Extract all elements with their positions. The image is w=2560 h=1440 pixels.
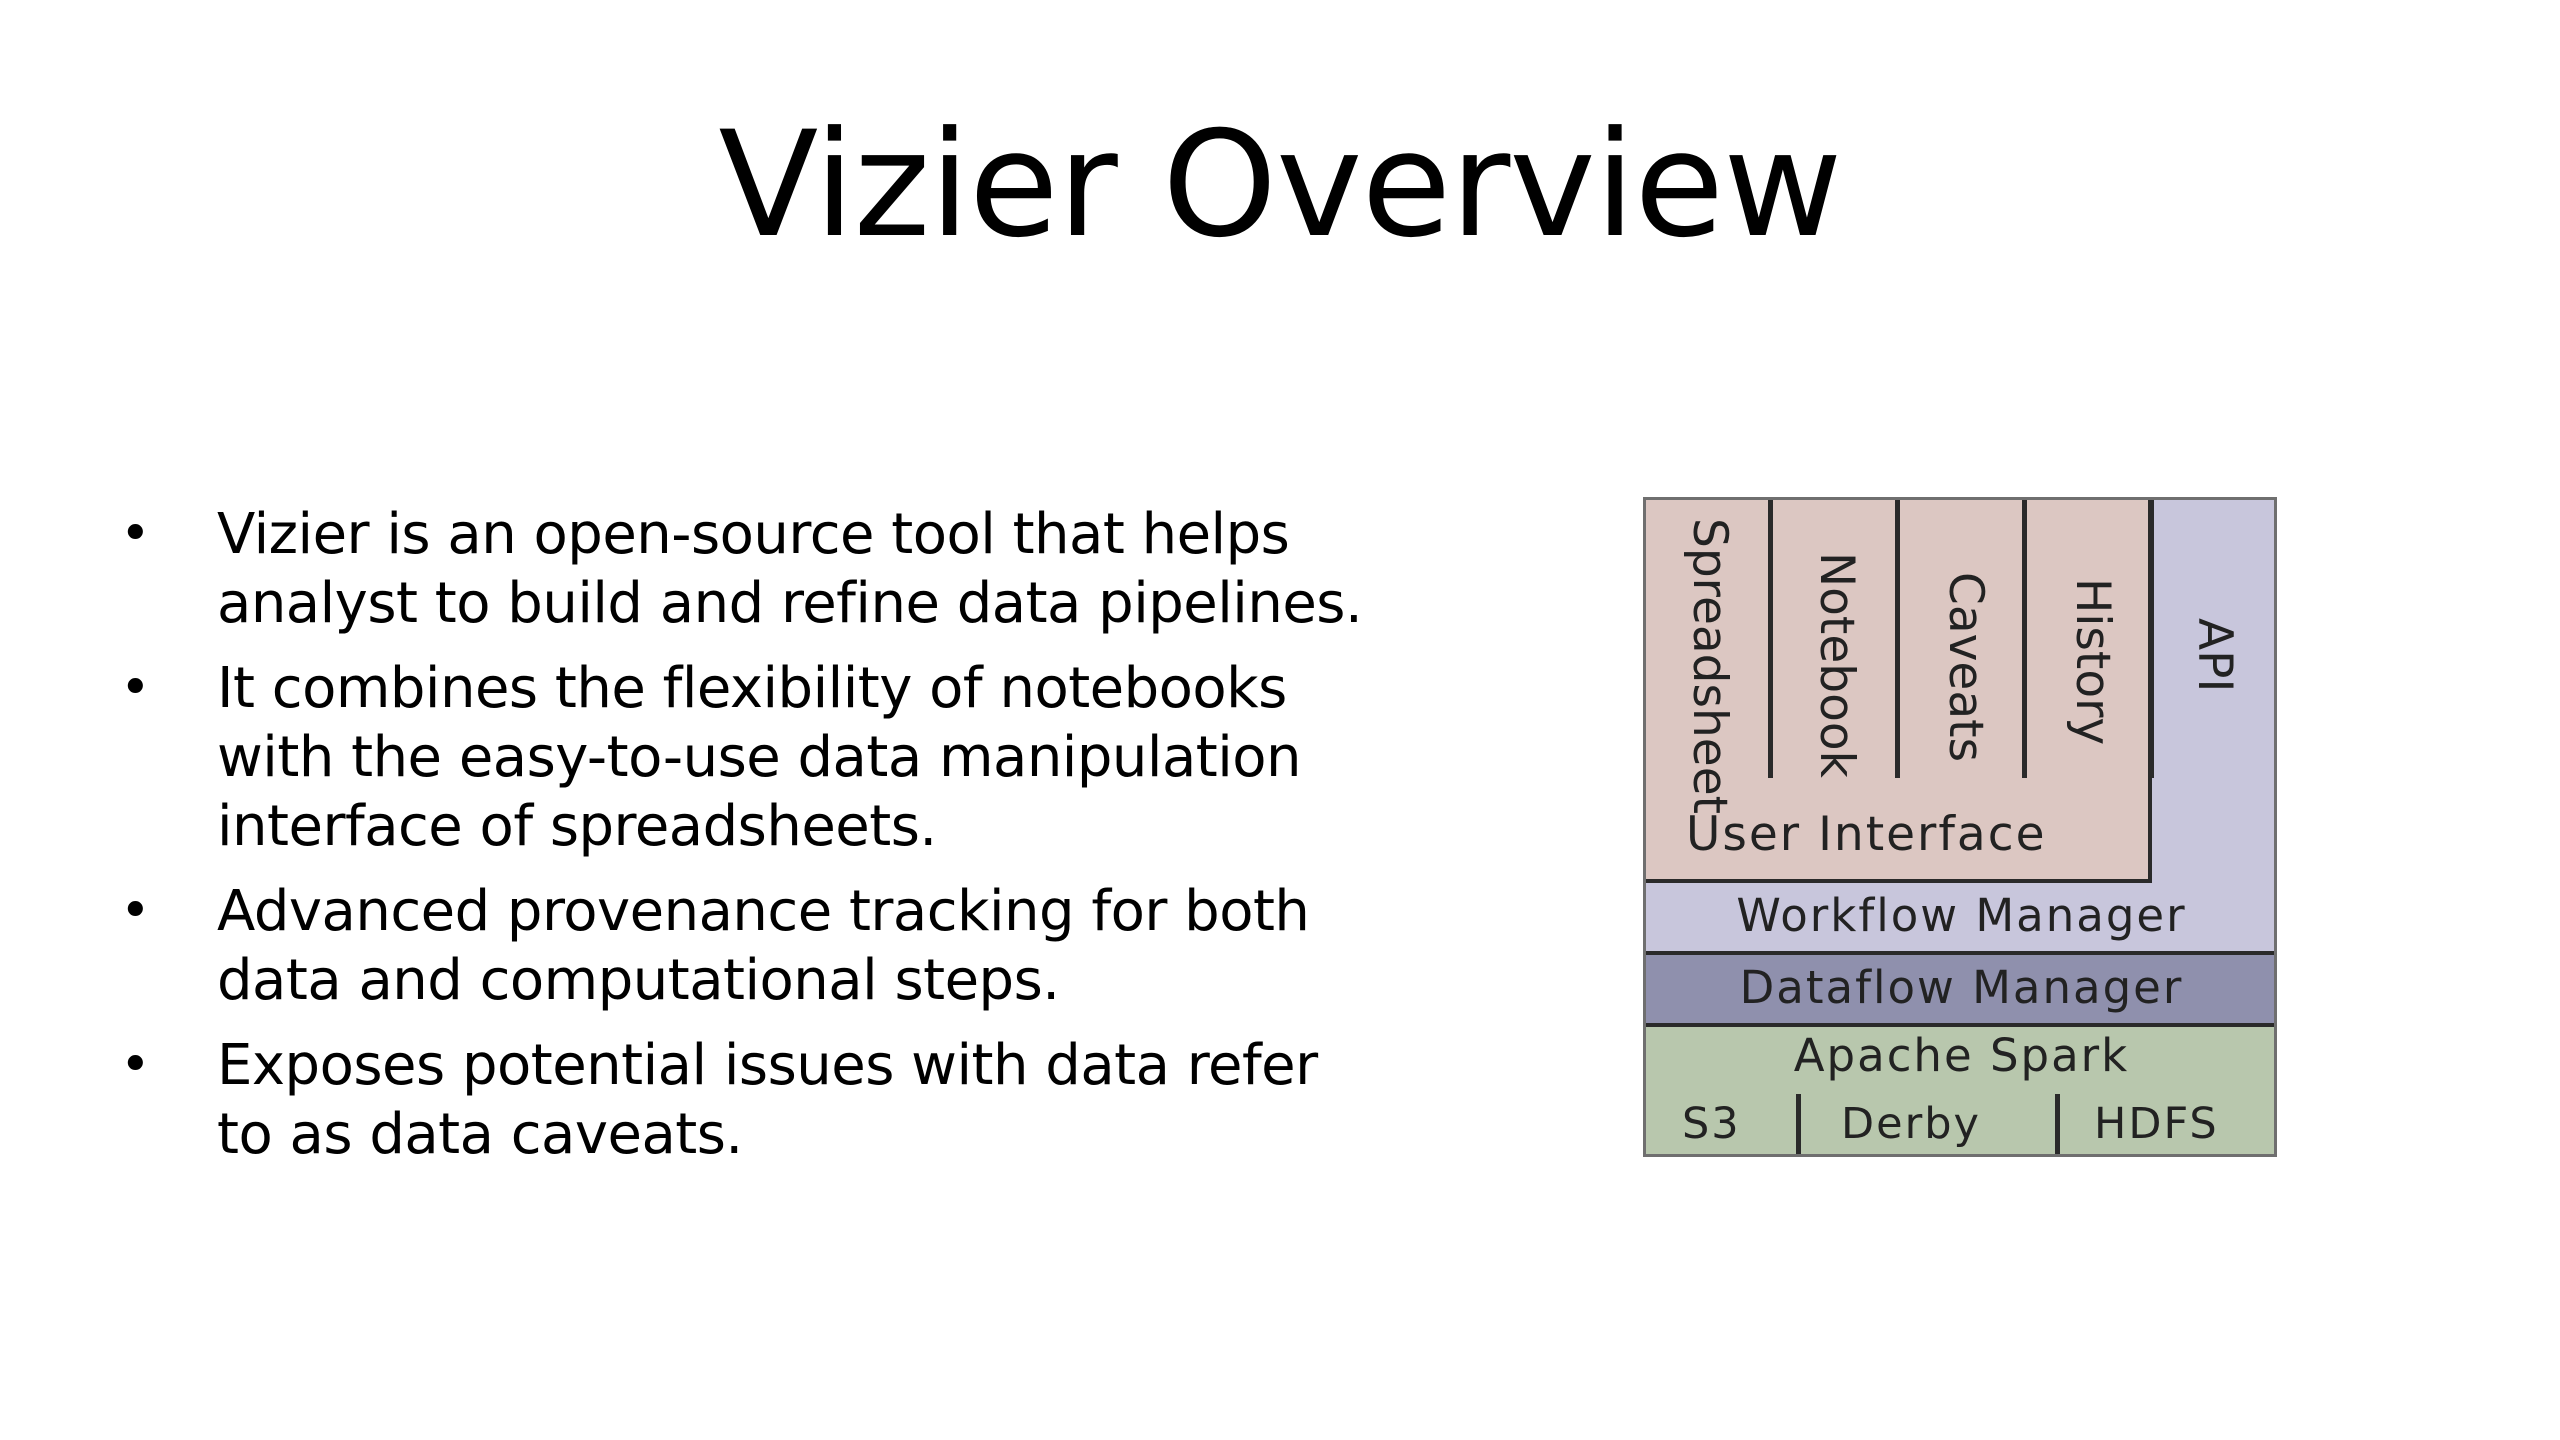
ui-column-history [2027,500,2154,778]
workflow-manager-label: Workflow Manager [1736,889,2187,942]
storage-derby-label: Derby [1841,1099,1981,1149]
bullet-list [110,500,1470,1185]
bullet-line: with the easy-to-use data manipulation [217,725,1302,790]
ui-column-notebook [1773,500,1900,778]
bullet-item [110,1031,1470,1169]
storage-divider [1796,1094,1801,1154]
apache-spark-label: Apache Spark [1793,1029,2130,1082]
bullet-line: Vizier is an open-source tool that helps [217,502,1290,567]
bullet-line: analyst to build and refine data pipelines. [217,571,1363,636]
caveats-label: Caveats [1938,572,1993,763]
api-label: API [2187,618,2242,693]
spreadsheet-label: Spreadsheet [1682,518,1737,815]
bullet-line: Advanced provenance tracking for both [217,879,1310,944]
ui-column-spreadsheet [1646,500,1773,815]
ui-column-caveats [1900,500,2027,778]
dataflow-manager-layer [1646,955,2277,1027]
user-interface-layer [1646,500,2152,883]
bullet-line: It combines the flexibility of notebooks [217,656,1287,721]
bullet-item [110,877,1470,1015]
bullet-marker: • [120,881,151,941]
bullet-line: data and computational steps. [217,948,1060,1013]
storage-s3-label: S3 [1682,1099,1741,1149]
bullet-marker: • [120,1035,151,1095]
storage-hdfs-label: HDFS [2094,1099,2219,1149]
bullet-marker: • [120,658,151,718]
architecture-diagram [1643,497,2277,1157]
bullet-line: Exposes potential issues with data refer [217,1033,1318,1098]
storage-divider [2055,1094,2060,1154]
bullet-marker: • [120,504,151,564]
bullet-item [110,654,1470,861]
apache-spark-layer [1646,1027,2277,1157]
dataflow-manager-label: Dataflow Manager [1739,961,2184,1014]
workflow-manager-layer [1646,883,2277,955]
history-label: History [2065,578,2120,746]
notebook-label: Notebook [1809,552,1864,778]
bullet-item [110,500,1470,638]
bullet-line: interface of spreadsheets. [217,794,937,859]
bullet-line: to as data caveats. [217,1102,743,1167]
slide-title: Vizier Overview [718,100,1842,270]
user-interface-label: User Interface [1686,807,2047,862]
